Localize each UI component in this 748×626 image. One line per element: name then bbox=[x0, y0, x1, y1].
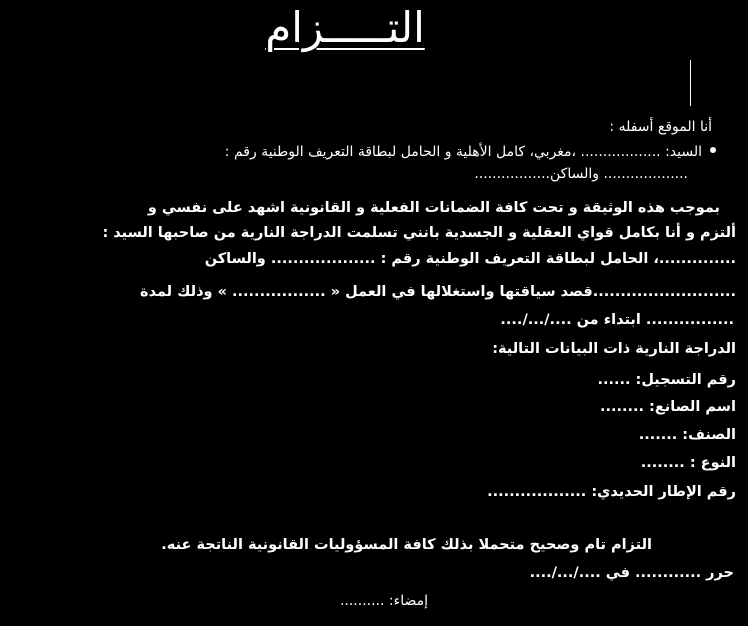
line-owner: ..............، الحامل لبطاقة التعريف الوطنية رقم : ................... والساكن bbox=[204, 251, 736, 267]
vertical-divider bbox=[690, 60, 691, 106]
line-signature: إمضاء: .......... bbox=[339, 593, 428, 609]
document-title: التـــــزام bbox=[265, 3, 425, 52]
line-sir-id: السيد: .................. ،مغربي، كامل الأهلية و الحامل لبطاقة التعريف الوطنية رقم : bbox=[224, 144, 702, 160]
line-commitment-1: بموجب هذه الوثيقة و تحت كافة الضمانات الفعلية و القانونية اشهد على نفسي و bbox=[147, 200, 720, 216]
line-done-at: حرر ............ في ..../.../.... bbox=[529, 565, 734, 581]
line-liability: التزام تام وصحيح متحملا بذلك كافة المسؤوليات القانونية الناتجة عنه. bbox=[161, 537, 652, 553]
line-category: الصنف: ....... bbox=[638, 427, 736, 443]
line-residence: ................... والساكن................. bbox=[474, 166, 688, 182]
line-start-date: ................ ابتداء من ..../.../.... bbox=[500, 312, 734, 328]
line-commitment-2: ألتزم و أنا بكامل قواي العقلية و الجسدية بانني تسلمت الدراجة النارية من صاحبها السيد : bbox=[102, 225, 736, 241]
line-registration: رقم التسجيل: ...... bbox=[597, 372, 736, 388]
line-signer-intro: أنا الموقع أسفله : bbox=[609, 119, 712, 135]
line-manufacturer: اسم الصانع: ........ bbox=[599, 399, 736, 415]
line-purpose: ..........................قصد سياقتها واستغلالها في العمل « ................. » وذلك لمدة bbox=[140, 284, 736, 300]
line-chassis: رقم الإطار الحديدي: .................. bbox=[487, 484, 736, 500]
bullet-icon bbox=[710, 147, 716, 153]
line-moto-specs: الدراجة النارية ذات البيانات التالية: bbox=[492, 341, 736, 357]
line-type: النوع : ........ bbox=[640, 455, 736, 471]
